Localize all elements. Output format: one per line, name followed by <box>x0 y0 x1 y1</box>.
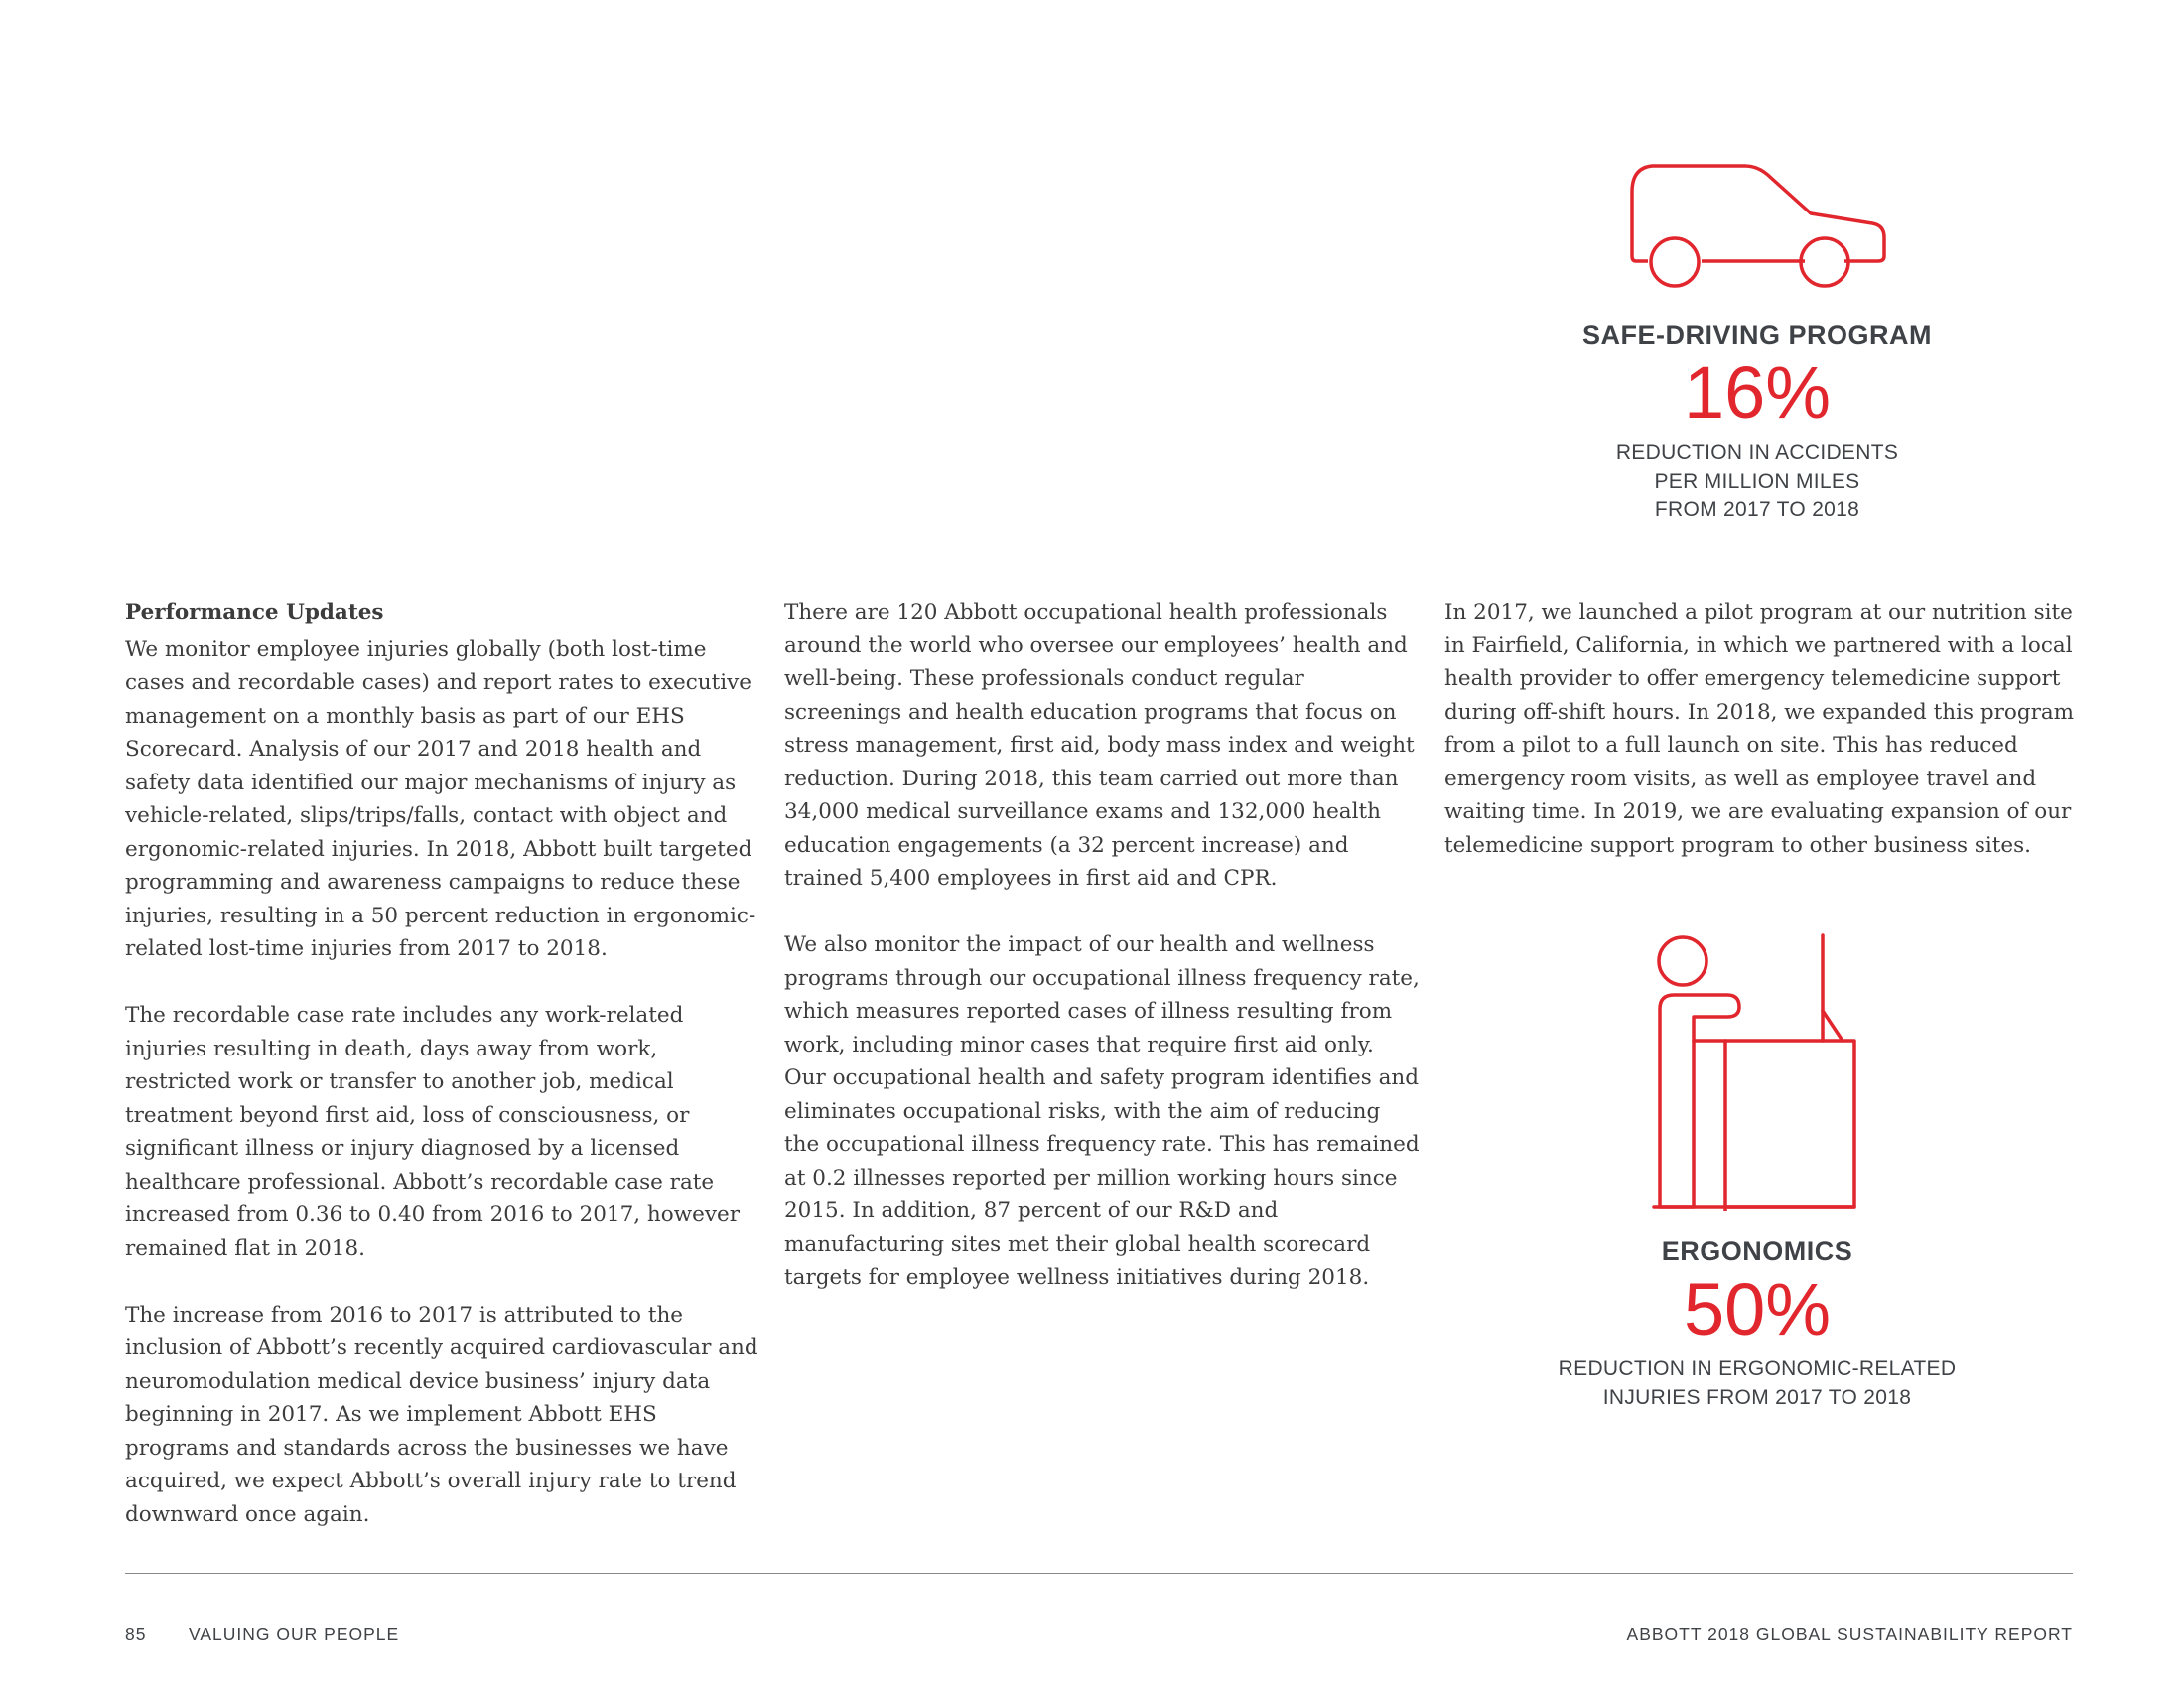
stat-description-line: FROM 2017 TO 2018 <box>1654 498 1860 521</box>
car-icon <box>1628 162 1888 293</box>
footer-divider <box>125 1573 2073 1574</box>
paragraph: We also monitor the impact of our health and wellness programs through our occupational illness frequency rate, which measures reported cases of illness resulting from work, including minor cases that require first aid only. Our occupational health and safety program identifies and eliminates occupational risks, with the aim of reducing the occupational illness frequency rate. This has remained at 0.2 illnesses reported per million working hours since 2015. In addition, 87 percent of our R&D and manufacturing sites met their global health scorecard targets for employee wellness initiatives during 2018. <box>784 932 1420 1290</box>
person-at-desk-icon <box>1648 931 1866 1211</box>
stat-description-line: PER MILLION MILES <box>1654 470 1860 492</box>
stat-description-line: REDUCTION IN ACCIDENTS <box>1615 441 1899 464</box>
report-title: ABBOTT 2018 GLOBAL SUSTAINABILITY REPORT <box>1626 1624 2073 1644</box>
paragraph: The increase from 2016 to 2017 is attributed to the inclusion of Abbott’s recently acquired cardiovascular and neuromodulation medical device business’ injury data beginning in 2017. As we implement Abbott EHS programs and standards across the businesses we have acquired, we expect Abbott’s overall injury rate to trend downward once again. <box>125 1302 758 1527</box>
stat-description <box>1509 438 2005 524</box>
stat-safe-driving <box>1509 320 2005 524</box>
stat-description-line: INJURIES FROM 2017 TO 2018 <box>1602 1386 1912 1409</box>
section-name: VALUING OUR PEOPLE <box>189 1624 400 1644</box>
stat-description <box>1509 1354 2005 1412</box>
section-heading: Performance Updates <box>125 600 384 625</box>
column-left <box>125 596 760 1565</box>
stat-title: SAFE-DRIVING PROGRAM <box>1581 320 1932 350</box>
stat-description-line: REDUCTION IN ERGONOMIC-RELATED <box>1558 1357 1957 1380</box>
paragraph: We monitor employee injuries globally (both lost-time cases and recordable cases) and report rates to executive management on a monthly basis as part of our EHS Scorecard. Analysis of our 2017 and 2018 health and safety data identified our major mechanisms of injury as vehicle-related, slips/trips/falls, contact with object and ergonomic-related injuries. In 2018, Abbott built targeted programming and awareness campaigns to reduce these injuries, resulting in a 50 percent reduction in ergonomic-related lost-time injuries from 2017 to 2018. <box>125 636 756 961</box>
stat-value: 16% <box>1683 352 1832 434</box>
stat-ergonomics <box>1509 1236 2005 1412</box>
paragraph: The recordable case rate includes any work-related injuries resulting in death, days away from work, restricted work or transfer to another job, medical treatment beyond first aid, loss of consciousness, or significant illness or injury diagnosed by a licensed healthcare professional. Abbott’s recordable case rate increased from 0.36 to 0.40 from 2016 to 2017, however remained flat in 2018. <box>125 1003 740 1261</box>
paragraph: In 2017, we launched a pilot program at our nutrition site in Fairfield, California, in which we partnered with a local health provider to offer emergency telemedicine support during off-shift hours. In 2018, we expanded this program from a pilot to a full launch on site. This has reduced emergency room visits, as well as employee travel and waiting time. In 2019, we are evaluating expansion of our telemedicine support program to other business sites. <box>1444 600 2075 858</box>
stat-value: 50% <box>1683 1268 1832 1350</box>
stat-title: ERGONOMICS <box>1661 1236 1853 1266</box>
column-middle <box>784 596 1420 1328</box>
column-right <box>1444 596 2080 896</box>
page-number: 85 <box>125 1624 147 1644</box>
paragraph: There are 120 Abbott occupational health professionals around the world who oversee our employees’ health and well-being. These professionals conduct regular screenings and health education programs that focus on stress management, first aid, body mass index and weight reduction. During 2018, this team carried out more than 34,000 medical surveillance exams and 132,000 health education engagements (a 32 percent increase) and trained 5,400 employees in first aid and CPR. <box>784 600 1415 891</box>
